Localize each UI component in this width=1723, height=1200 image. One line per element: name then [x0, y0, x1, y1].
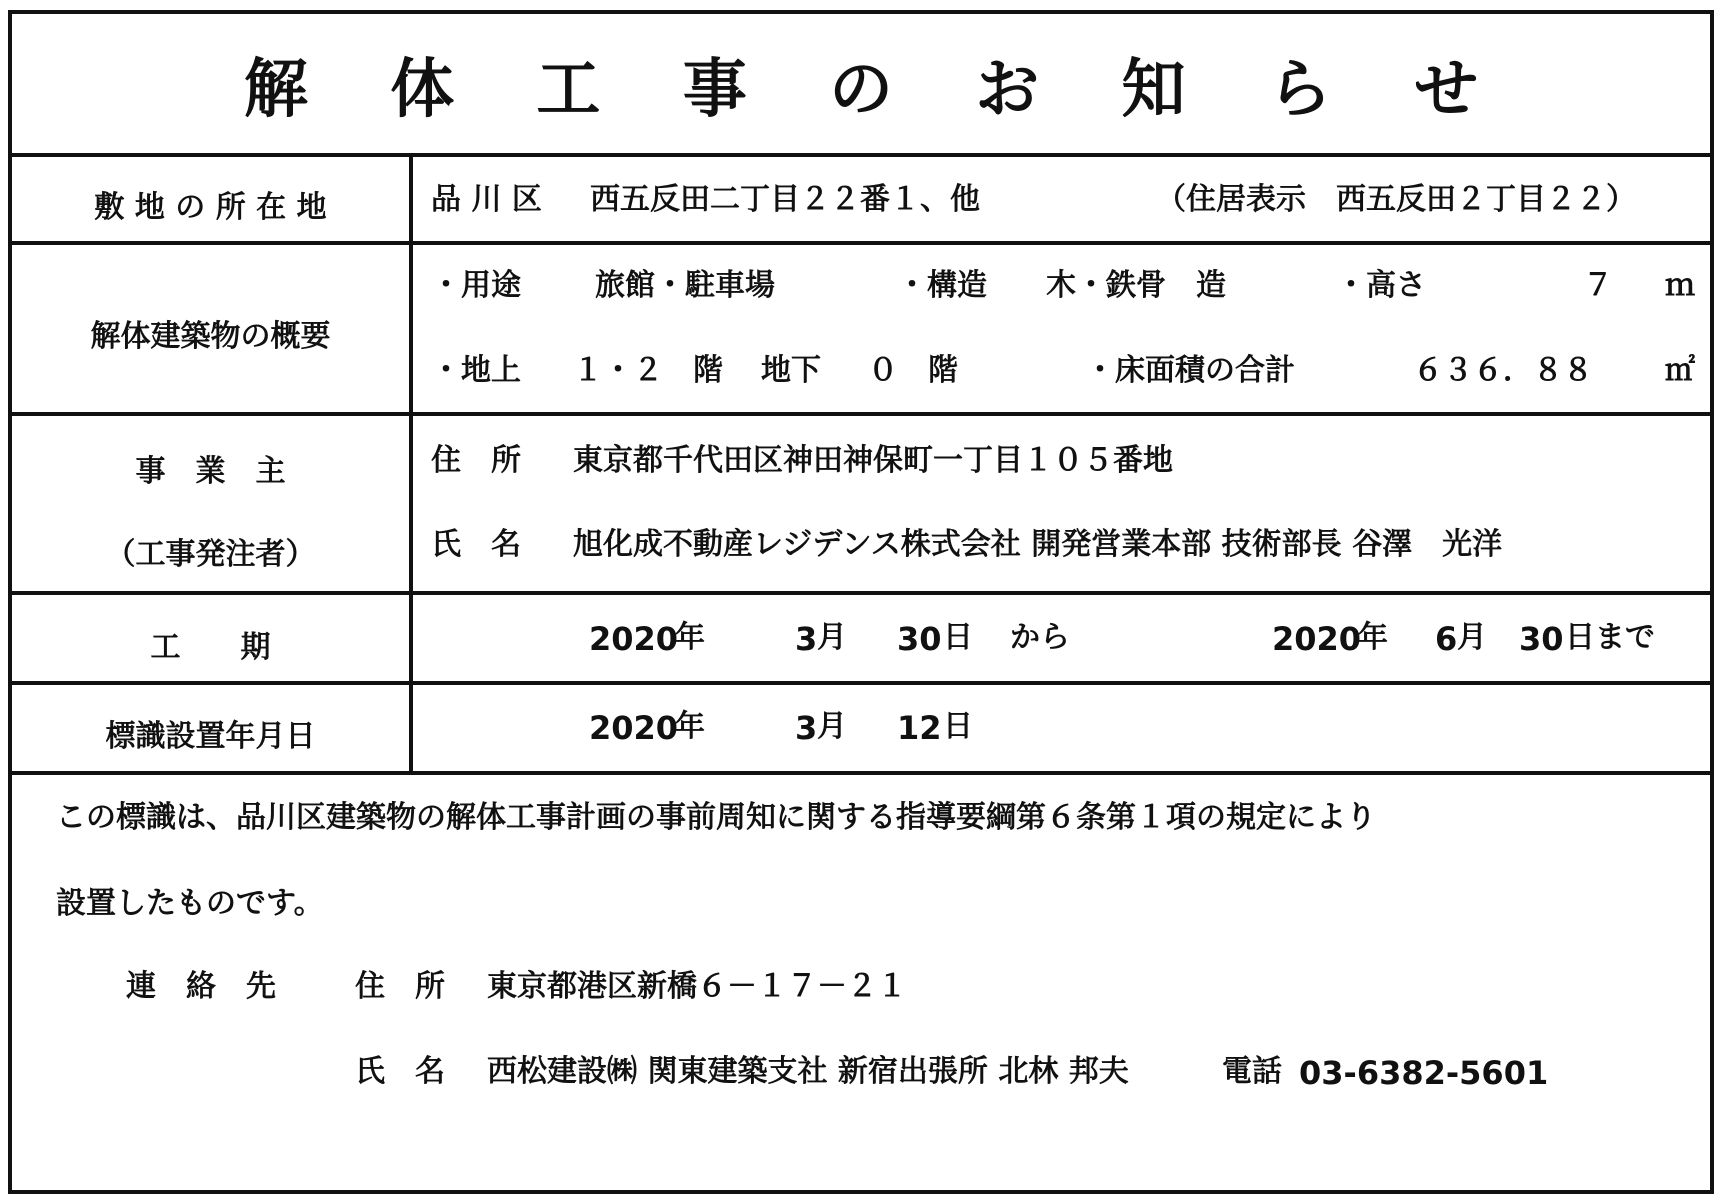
sign-year: 2020 — [589, 709, 679, 747]
sign-day: 12 — [897, 709, 942, 747]
floors-below-label: 地下 — [761, 353, 821, 388]
owner-name-label: 氏 名 — [431, 527, 521, 562]
height-value: ７ — [1583, 268, 1613, 303]
floor-area-value: ６３６．８８ — [1413, 353, 1593, 388]
floors-above-label: ・地上 — [431, 353, 521, 388]
construction-period-content — [413, 595, 1710, 681]
construction-period-row — [12, 595, 1710, 685]
site-location-content — [413, 157, 1710, 241]
phone-label: 電話 — [1222, 1054, 1282, 1089]
site-location-label: 敷 地 の 所 在 地 — [94, 190, 327, 225]
period-from: から — [1010, 620, 1070, 655]
construction-period-label: 工 期 — [150, 630, 271, 665]
site-location-row — [12, 157, 1710, 245]
end-year: 2020 — [1272, 620, 1362, 658]
start-month: 3 — [795, 620, 818, 658]
owner-label-cell — [12, 416, 413, 591]
floors-below-value: ０ 階 — [868, 353, 958, 388]
building-summary-label-cell — [12, 245, 413, 412]
floors-above-value: １・２ 階 — [573, 353, 723, 388]
owner-name-value: 旭化成不動産レジデンス株式会社 開発営業本部 技術部長 谷澤 光洋 — [573, 527, 1503, 562]
use-value: 旅館・駐車場 — [595, 268, 775, 303]
end-day-unit: 日まで — [1565, 620, 1655, 655]
start-year: 2020 — [589, 620, 679, 658]
construction-period-label-cell — [12, 595, 413, 681]
sign-date-row — [12, 685, 1710, 775]
owner-sublabel: （工事発注者） — [105, 537, 316, 572]
structure-value: 木・鉄骨 造 — [1046, 268, 1226, 303]
sign-date-label: 標識設置年月日 — [105, 719, 316, 754]
floor-area-unit: ㎡ — [1665, 353, 1695, 388]
contact-name-value: 西松建設㈱ 関東建築支社 新宿出張所 北林 邦夫 — [487, 1054, 1129, 1089]
end-year-unit: 年 — [1358, 620, 1388, 655]
height-label: ・高さ — [1336, 268, 1426, 303]
site-ward: 品 川 区 — [431, 182, 542, 217]
owner-content — [413, 416, 1710, 591]
site-location-label-cell — [12, 157, 413, 241]
end-day: 30 — [1519, 620, 1564, 658]
start-year-unit: 年 — [675, 620, 705, 655]
notice-line-2: 設置したものです。 — [56, 886, 324, 921]
site-address: 西五反田二丁目２２番１、他 — [590, 182, 980, 217]
start-day: 30 — [897, 620, 942, 658]
floor-area-label: ・床面積の合計 — [1085, 353, 1295, 388]
contact-name-label: 氏 名 — [355, 1054, 445, 1089]
sign-month: 3 — [795, 709, 818, 747]
owner-address-value: 東京都千代田区神田神保町一丁目１０５番地 — [573, 443, 1173, 478]
start-day-unit: 日 — [943, 620, 973, 655]
use-label: ・用途 — [431, 268, 521, 303]
contact-address-value: 東京都港区新橋６－１７－２１ — [487, 969, 907, 1004]
site-residential-address: （住居表示 西五反田２丁目２２） — [1156, 182, 1636, 217]
contact-label: 連 絡 先 — [126, 969, 276, 1004]
owner-address-label: 住 所 — [431, 443, 521, 478]
building-summary-row — [12, 245, 1710, 416]
building-summary-content — [413, 245, 1710, 412]
sign-year-unit: 年 — [675, 709, 705, 744]
end-month: 6 — [1435, 620, 1458, 658]
owner-label: 事 業 主 — [135, 454, 286, 489]
end-month-unit: 月 — [1457, 620, 1487, 655]
start-month-unit: 月 — [817, 620, 847, 655]
building-summary-label: 解体建築物の概要 — [90, 319, 331, 354]
sign-day-unit: 日 — [943, 709, 973, 744]
contact-address-label: 住 所 — [355, 969, 445, 1004]
height-unit: ｍ — [1665, 268, 1695, 303]
notice-title: 解 体 工 事 の お 知 ら せ — [12, 14, 1710, 157]
sign-date-content — [413, 685, 1710, 771]
construction-notice-sign — [8, 10, 1714, 1194]
phone-value: 03-6382-5601 — [1299, 1054, 1549, 1092]
notice-line-1: この標識は、品川区建築物の解体工事計画の事前周知に関する指導要綱第６条第１項の規定により — [56, 800, 1376, 835]
notice-section — [12, 775, 1710, 1190]
structure-label: ・構造 — [897, 268, 987, 303]
owner-row — [12, 416, 1710, 595]
sign-month-unit: 月 — [817, 709, 847, 744]
sign-date-label-cell — [12, 685, 413, 771]
